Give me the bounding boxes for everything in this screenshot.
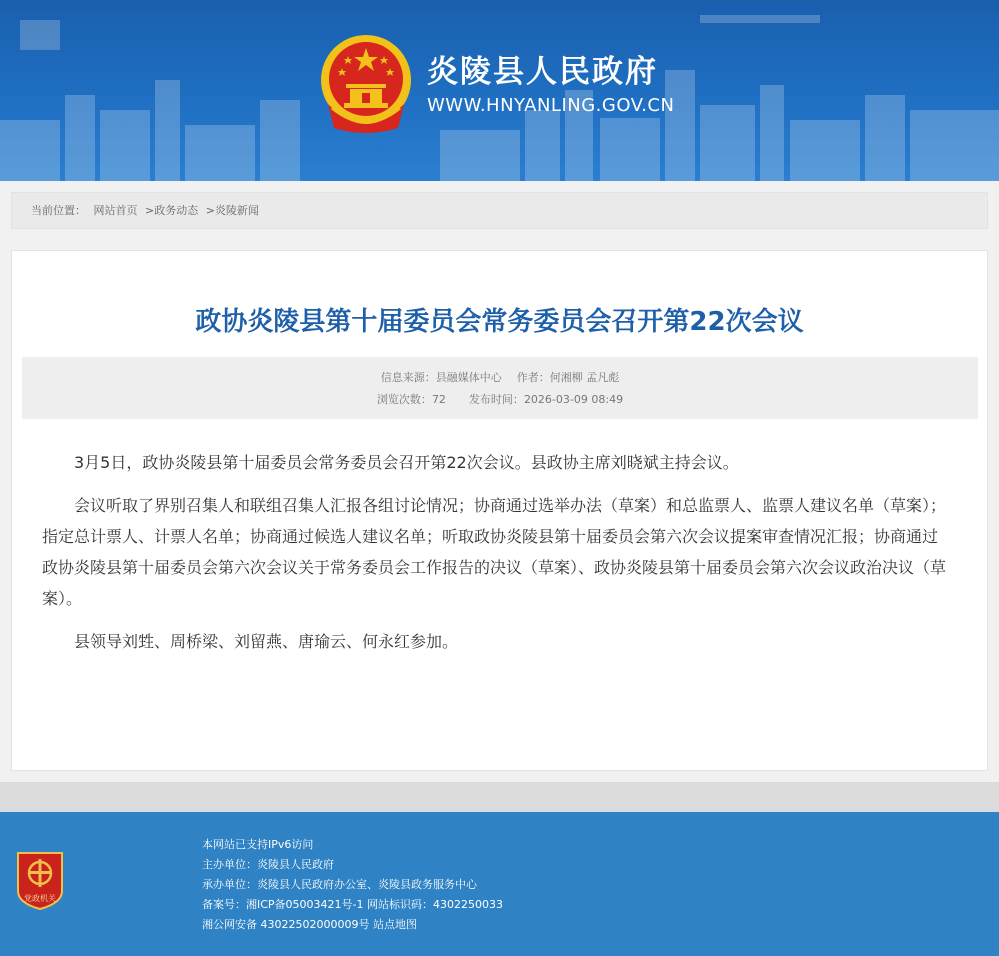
footer-info (202, 835, 503, 935)
meta-author-label: 作者： (516, 371, 550, 384)
breadcrumb-link-yanling-news[interactable]: >炎陵新闻 (205, 204, 259, 217)
article-paragraph: 3月5日，政协炎陵县第十届委员会常务委员会召开第22次会议。县政协主席刘晓斌主持会议。 (74, 453, 739, 472)
breadcrumb-label: 当前位置： (31, 204, 86, 217)
badge-text: 党政机关 (24, 894, 56, 903)
meta-source-label: 信息来源： (380, 371, 436, 384)
site-header (0, 0, 999, 181)
footer-divider-band (0, 782, 999, 812)
meta-views: 72 (431, 393, 446, 406)
footer-sponsor: 主办单位：炎陵县人民政府 (202, 858, 334, 871)
footer-police-record[interactable]: 湘公网安备 43022502000009号 站点地图 (202, 918, 417, 931)
meta-published: 2026-03-09 08:49 (523, 393, 624, 406)
party-government-badge-icon[interactable] (14, 849, 66, 911)
national-emblem-logo (318, 34, 414, 134)
site-url[interactable]: WWW.HNYANLING.GOV.CN (427, 95, 675, 116)
article-paragraph: 会议听取了界别召集人和联组召集人汇报各组讨论情况；协商通过选举办法（草案）和总监票人、监票人建议名单（草案）；指定总计票人、计票人名单；协商通过候选人建议名单；听取政协炎陵县第十届委员会第六次会议提案审查情况汇报；协商通过政协炎陵县第十届委员会第六次会议关于常务委员会工作报告的决议（草案）、政协炎陵县第十届委员会第六次会议政治决议（草案）。 (42, 496, 947, 608)
breadcrumb-link-news[interactable]: >政务动态 (145, 204, 199, 217)
site-title[interactable]: 炎陵县人民政府 (427, 54, 658, 90)
breadcrumb (11, 192, 988, 229)
article-meta (22, 357, 978, 419)
article-panel (11, 250, 988, 771)
breadcrumb-link-home[interactable]: 网站首页 (93, 204, 138, 217)
article-body (42, 447, 947, 669)
meta-source: 县融媒体中心 (435, 371, 502, 384)
footer-icp[interactable]: 备案号：湘ICP备05003421号-1 网站标识码：4302250033 (202, 898, 503, 911)
site-footer (0, 812, 999, 956)
article-paragraph: 县领导刘甡、周桥梁、刘留燕、唐瑜云、何永红参加。 (74, 632, 459, 651)
meta-author: 何湘柳 孟凡彪 (549, 371, 620, 384)
article-title: 政协炎陵县第十届委员会常务委员会召开第22次会议 (195, 307, 804, 337)
footer-organizer: 承办单位：炎陵县人民政府办公室、炎陵县政务服务中心 (202, 878, 477, 891)
meta-views-label: 浏览次数： (376, 393, 432, 406)
meta-published-label: 发布时间： (468, 393, 524, 406)
footer-ipv6: 本网站已支持IPv6访问 (202, 838, 314, 851)
